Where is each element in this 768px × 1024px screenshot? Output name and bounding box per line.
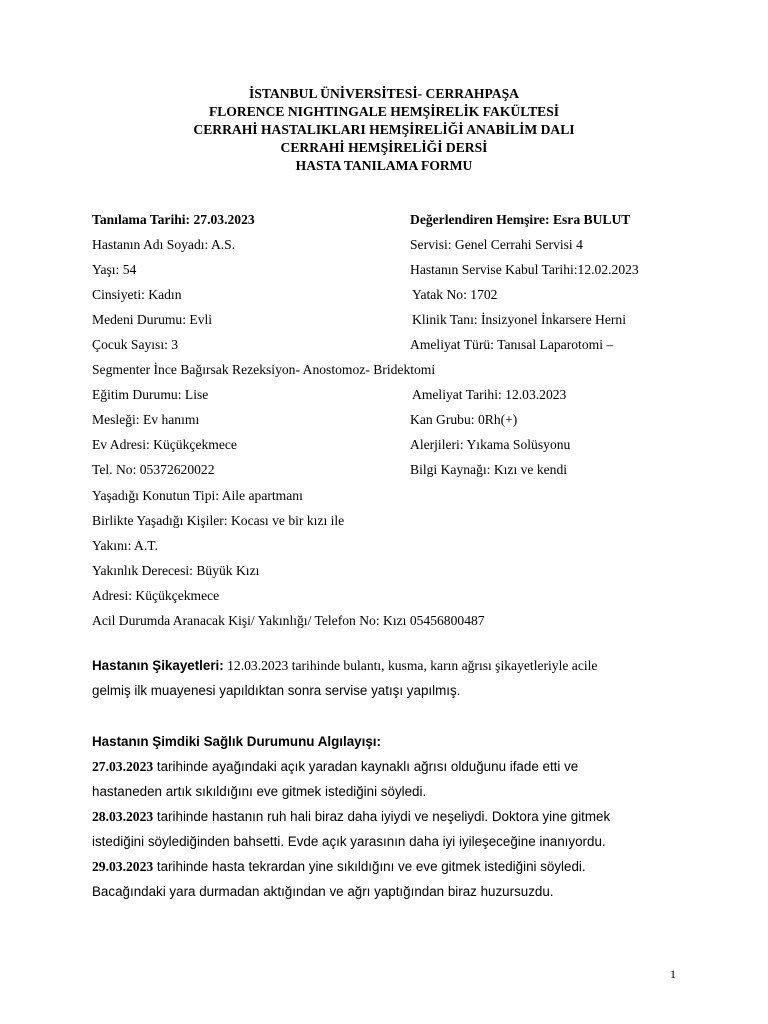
- faculty-title: FLORENCE NIGHTINGALE HEMŞİRELİK FAKÜLTESİ: [208, 104, 560, 119]
- entry-date: 29.03.2023: [92, 859, 154, 874]
- department-title: CERRAHİ HASTALIKLARI HEMŞİRELİĞİ ANABİLİM DALI: [193, 122, 575, 137]
- form-row: [92, 387, 692, 407]
- form-title: HASTA TANILAMA FORMU: [295, 158, 473, 173]
- assessing-nurse: Değerlendiren Hemşire: Esra BULUT: [410, 212, 631, 227]
- entry-text-continued: istediğini söylediğinden bahsetti. Evde açık yarasının daha iyi iyileşeceğine inanıyordu.: [92, 834, 606, 849]
- page-number: 1: [670, 967, 676, 981]
- form-row: [92, 437, 692, 457]
- perception-section: [92, 729, 692, 904]
- service: Servisi: Genel Cerrahi Servisi 4: [410, 237, 583, 252]
- form-row: [92, 287, 692, 307]
- complaints-section: [92, 653, 692, 703]
- complaints-label: Hastanın Şikayetleri:: [92, 658, 224, 673]
- form-row: [92, 262, 692, 282]
- relation-degree: Yakınlık Derecesi: Büyük Kızı: [92, 563, 260, 578]
- patient-age: Yaşı: 54: [92, 262, 137, 277]
- marital-status: Medeni Durumu: Evli: [92, 312, 213, 327]
- occupation: Mesleği: Ev hanımı: [92, 412, 200, 427]
- admission-date: Hastanın Servise Kabul Tarihi:12.02.2023: [410, 262, 639, 277]
- relative-address: Adresi: Küçükçekmece: [92, 588, 220, 603]
- entry-text-continued: Bacağındaki yara durmadan aktığından ve ağrı yaptığından biraz huzursuzdu.: [92, 884, 554, 899]
- form-row: [92, 312, 692, 332]
- info-source: Bilgi Kaynağı: Kızı ve kendi: [410, 462, 568, 477]
- surgery-type: Ameliyat Türü: Tanısal Laparotomi –: [410, 337, 614, 352]
- bed-number: Yatak No: 1702: [412, 287, 498, 302]
- relative-name: Yakını: A.T.: [92, 538, 158, 553]
- allergies: Alerjileri: Yıkama Solüsyonu: [410, 437, 571, 452]
- clinical-diagnosis: Klinik Tanı: İnsizyonel İnkarsere Herni: [412, 312, 626, 327]
- entry-date: 27.03.2023: [92, 759, 154, 774]
- form-row: [92, 212, 692, 232]
- entry-text-continued: hastaneden artık sıkıldığını eve gitmek istediğini söyledi.: [92, 784, 427, 799]
- housing-type: Yaşadığı Konutun Tipi: Aile apartmanı: [92, 488, 303, 503]
- children-count: Çocuk Sayısı: 3: [92, 337, 179, 352]
- surgery-type-continued: Segmenter İnce Bağırsak Rezeksiyon- Anostomoz- Bridektomi: [92, 362, 436, 377]
- form-row: [92, 337, 692, 357]
- education: Eğitim Durumu: Lise: [92, 387, 209, 402]
- course-title: CERRAHİ HEMŞİRELİĞİ DERSİ: [280, 140, 488, 155]
- complaints-text: 12.03.2023 tarihinde bulantı, kusma, karın ağrısı şikayetleriyle acile: [223, 658, 598, 673]
- emergency-contact: Acil Durumda Aranacak Kişi/ Yakınlığı/ Telefon No: Kızı 05456800487: [92, 613, 485, 628]
- form-row: [92, 237, 692, 257]
- entry-text: tarihinde hasta tekrardan yine sıkıldığını ve eve gitmek istediğini söyledi.: [153, 859, 586, 874]
- phone-number: Tel. No: 05372620022: [92, 462, 215, 477]
- entry-text: tarihinde ayağındaki açık yaradan kaynaklı ağrısı olduğunu ifade etti ve: [153, 759, 579, 774]
- entry-date: 28.03.2023: [92, 809, 154, 824]
- patient-gender: Cinsiyeti: Kadın: [92, 287, 182, 302]
- assessment-date: Tanılama Tarihi: 27.03.2023: [92, 212, 255, 227]
- lives-with: Birlikte Yaşadığı Kişiler: Kocası ve bir kızı ile: [92, 513, 345, 528]
- form-row: [92, 412, 692, 432]
- university-title: İSTANBUL ÜNİVERSİTESİ- CERRAHPAŞA: [249, 86, 519, 101]
- surgery-date: Ameliyat Tarihi: 12.03.2023: [412, 387, 567, 402]
- home-address: Ev Adresi: Küçükçekmece: [92, 437, 237, 452]
- perception-heading: Hastanın Şimdiki Sağlık Durumunu Algılayışı:: [92, 734, 381, 749]
- blood-type: Kan Grubu: 0Rh(+): [410, 412, 518, 427]
- complaints-text-continued: gelmiş ilk muayenesi yapıldıktan sonra servise yatışı yapılmış.: [92, 683, 461, 698]
- form-row: [92, 462, 692, 482]
- form-header: [0, 85, 768, 175]
- patient-name: Hastanın Adı Soyadı: A.S.: [92, 237, 236, 252]
- entry-text: tarihinde hastanın ruh hali biraz daha iyiydi ve neşeliydi. Doktora yine gitmek: [153, 809, 611, 824]
